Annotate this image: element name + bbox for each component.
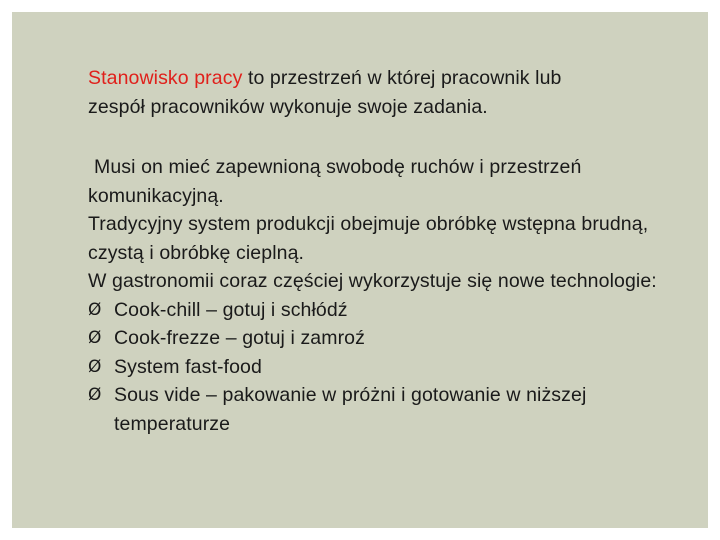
list-item-text: System fast-food	[114, 355, 262, 378]
definition-paragraph	[88, 64, 688, 121]
list-item-text: Sous vide – pakowanie w próżni i gotowanie w niższej temperaturze	[114, 384, 587, 435]
paragraph-technologies: W gastronomii coraz częściej wykorzystuje się nowe technologie:	[88, 270, 657, 292]
arrow-bullet-icon: Ø	[88, 385, 102, 405]
definition-term: Stanowisko pracy	[88, 67, 243, 89]
paragraph-traditional-system: Tradycyjny system produkcji obejmuje obróbkę wstępna brudną, czystą i obróbkę cieplną.	[88, 213, 649, 264]
arrow-bullet-icon: Ø	[88, 299, 102, 320]
definition-line2: zespół pracowników wykonuje swoje zadania.	[88, 95, 488, 118]
list-item-text: Cook-frezze – gotuj i zamroź	[114, 327, 365, 349]
technology-list	[88, 296, 688, 439]
arrow-bullet-icon: Ø	[88, 356, 102, 377]
definition-line1-rest: to przestrzeń w której pracownik lub	[242, 67, 562, 89]
list-item-text: Cook-chill – gotuj i schłódź	[114, 298, 348, 321]
arrow-bullet-icon: Ø	[88, 328, 102, 348]
list-item	[88, 381, 688, 438]
list-item	[88, 324, 688, 353]
slide-content	[88, 64, 688, 438]
paragraph-gap	[88, 121, 688, 153]
slide	[12, 12, 708, 528]
list-item	[88, 296, 688, 325]
list-item	[88, 353, 688, 382]
paragraph-movement: Musi on mieć zapewnioną swobodę ruchów i przestrzeń komunikacyjną.	[88, 156, 582, 207]
